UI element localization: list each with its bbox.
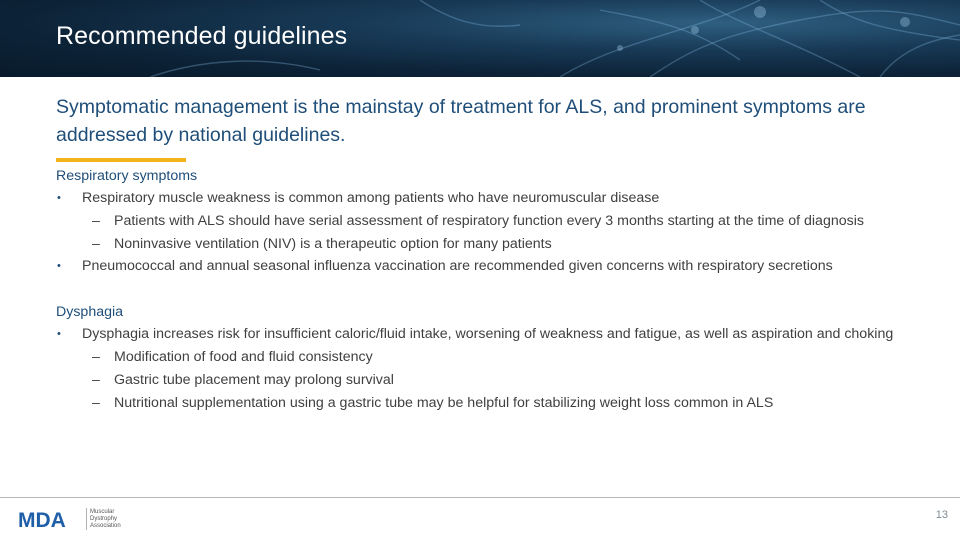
section-respiratory	[56, 166, 906, 276]
section-heading: Dysphagia	[56, 304, 124, 320]
sub-list-item	[56, 370, 906, 390]
list-item	[56, 257, 906, 276]
logo-word: Association	[90, 523, 121, 529]
list-item-text: Pneumococcal and annual seasonal influenza vaccination are recommended given concerns with respiratory secretions	[82, 258, 833, 274]
dash-icon: –	[92, 372, 100, 388]
mda-logo-mark	[18, 508, 82, 530]
accent-bar	[56, 158, 186, 162]
sub-list-item-text: Noninvasive ventilation (NIV) is a therapeutic option for many patients	[114, 236, 552, 252]
logo-word: Muscular	[90, 509, 115, 515]
bullet-icon: •	[57, 192, 61, 204]
sub-list-item-text: Modification of food and fluid consistency	[114, 349, 373, 365]
sub-list-item-text: Gastric tube placement may prolong survival	[114, 372, 394, 388]
sub-list-item	[56, 211, 906, 231]
header-banner	[0, 0, 960, 77]
section-dysphagia	[56, 302, 906, 413]
logo-divider	[86, 508, 87, 530]
dash-icon: –	[92, 395, 100, 411]
list-item-text: Dysphagia increases risk for insufficient caloric/fluid intake, worsening of weakness and fatigue, as well as aspiration and choking	[82, 326, 894, 342]
sub-list-item	[56, 234, 906, 254]
dash-icon: –	[92, 349, 100, 365]
bullet-icon: •	[57, 260, 61, 272]
slide-subtitle: Symptomatic management is the mainstay of treatment for ALS, and prominent symptoms are addressed by national guidelines.	[56, 96, 866, 146]
section-heading: Respiratory symptoms	[56, 168, 198, 184]
sub-list-item	[56, 347, 906, 367]
list-item	[56, 325, 906, 344]
footer-divider	[0, 497, 960, 498]
logo-word: Dystrophy	[90, 516, 118, 522]
list-item	[56, 189, 906, 208]
dash-icon: –	[92, 213, 100, 229]
list-item-text: Respiratory muscle weakness is common among patients who have neuromuscular disease	[82, 190, 660, 206]
page-number: 13	[935, 509, 948, 521]
content-body	[56, 166, 906, 413]
slide-title: Recommended guidelines	[56, 22, 348, 50]
dash-icon: –	[92, 236, 100, 252]
sub-list-item-text: Patients with ALS should have serial assessment of respiratory function every 3 months starting at the time of diagnosis	[114, 213, 864, 229]
logo-wordmark	[90, 509, 150, 530]
logo-mark-text: MDA	[18, 509, 66, 530]
sub-list-item-text: Nutritional supplementation using a gastric tube may be helpful for stabilizing weight loss common in ALS	[114, 395, 774, 411]
sub-list-item	[56, 393, 906, 413]
bullet-icon: •	[57, 328, 61, 340]
